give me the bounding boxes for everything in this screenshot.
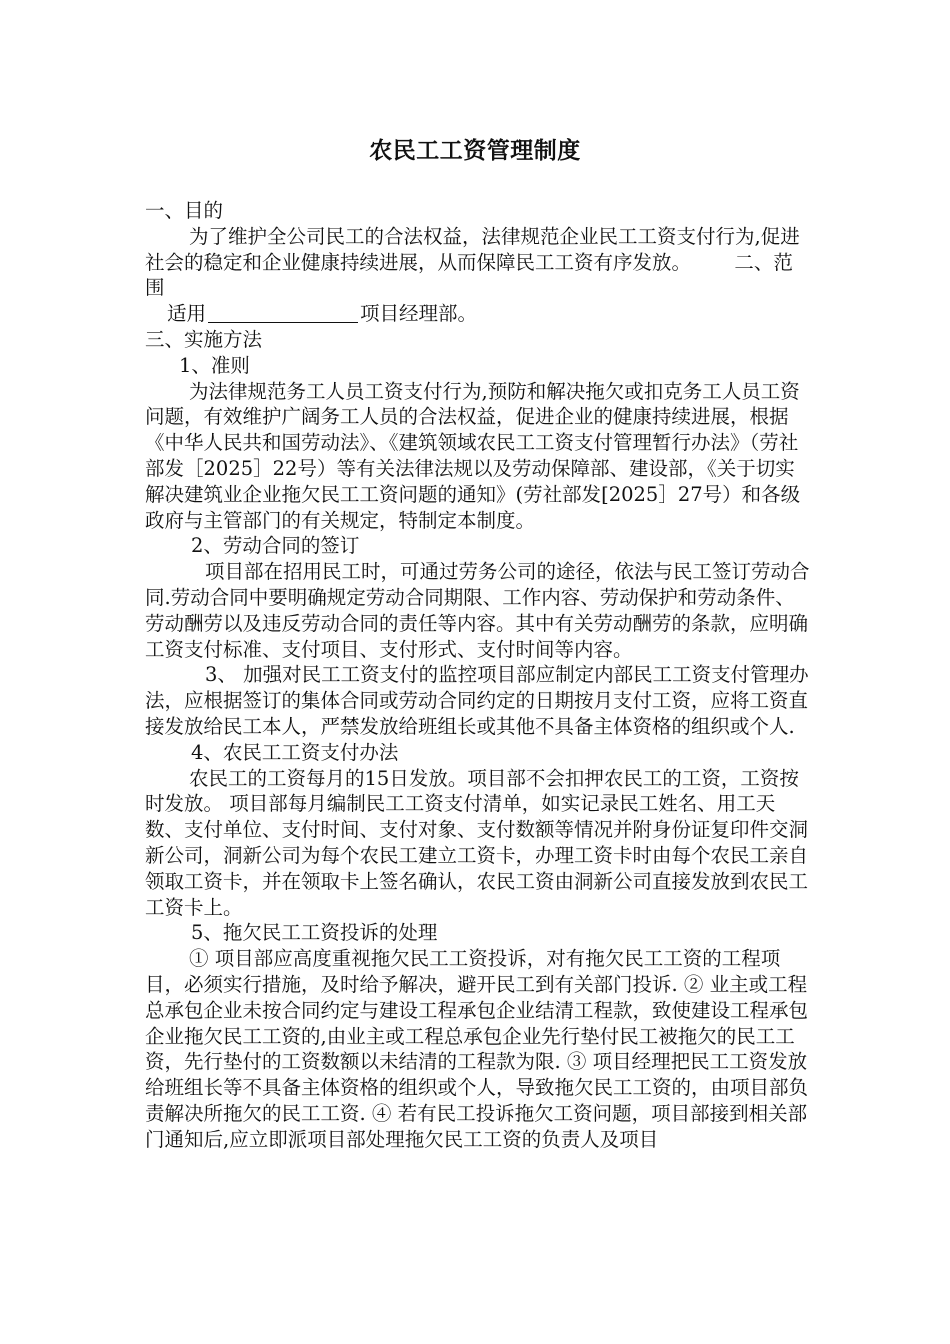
scope-blank-line: [208, 302, 358, 323]
subsection-4-paragraph: 农民工的工资每月的15日发放。项目部不会扣押农民工的工资，工资按时发放。 项目部每月编制民工工资支付清单，如实记录民工姓名、用工天数、支付单位、支付时间、支付对象、支付数额等情况并附身份证复印件交洞新公司，洞新公司为每个农民工建立工资卡，办理工资卡时由每个农民工亲自领取工资卡，并在领取卡上签名确认，农民工资由洞新公司直接发放到农民工工资卡上。: [145, 766, 809, 919]
section-2-heading: 二、范围: [145, 250, 793, 300]
section-1-paragraph: [145, 224, 810, 301]
document-title: 农民工工资管理制度: [369, 138, 581, 164]
section-3-heading: 三、实施方法: [145, 327, 263, 351]
subsection-2-paragraph: 项目部在招用民工时，可通过劳务公司的途径，依法与民工签订劳动合同.劳动合同中要明确规定劳动合同期限、工作内容、劳动保护和劳动条件、劳动酬劳以及违反劳动合同的责任等内容。其中有关劳动酬劳的条款，应明确工资支付标准、支付项目、支付形式、支付时间等内容。: [145, 560, 810, 661]
subsection-1-heading: 1、准则: [179, 353, 250, 377]
section-1-heading: 一、目的: [145, 199, 224, 222]
subsection-4-heading: 4、农民工工资支付办法: [191, 740, 399, 764]
scope-prefix: 适用: [167, 302, 207, 326]
document-body: [145, 198, 810, 1152]
scope-line: [145, 301, 810, 327]
subsection-5-heading: 5、拖欠民工工资投诉的处理: [191, 921, 438, 945]
scope-suffix: 项目经理部。: [360, 302, 478, 326]
subsection-5-paragraph: ① 项目部应高度重视拖欠民工工资投诉，对有拖欠民工工资的工程项目，必须实行措施，及时给予解决，避开民工到有关部门投诉. ② 业主或工程总承包企业未按合同约定与建设工程承包企业结清工程款，致使建设工程承包企业拖欠民工工资的,由业主或工程总承包企业先行垫付民工被拖欠的民工工资，先行垫付的工资数额以未结清的工程款为限. ③ 项目经理把民工工资发放给班组长等不具备主体资格的组织或个人，导致拖欠民工工资的，由项目部负责解决所拖欠的民工工资. ④ 若有民工投诉拖欠工资问题，项目部接到相关部门通知后,应立即派项目部处理拖欠民工工资的负责人及项目: [145, 947, 809, 1151]
subsection-3-paragraph: 3、 加强对民工工资支付的监控项目部应制定内部民工工资支付管理办法，应根据签订的集体合同或劳动合同约定的日期按月支付工资，应将工资直接发放给民工本人，严禁发放给班组长或其他不具备主体资格的组织或个人.: [145, 663, 809, 738]
subsection-2-heading: 2、劳动合同的签订: [191, 534, 360, 558]
section-1-text: 为了维护全公司民工的合法权益，法律规范企业民工工资支付行为,促进社会的稳定和企业健康持续进展，从而保障民工工资有序发放。: [145, 224, 800, 274]
subsection-1-paragraph: 为法律规范务工人员工资支付行为,预防和解决拖欠或扣克务工人员工资问题，有效维护广阔务工人员的合法权益，促进企业的健康持续进展，根据《中华人民共和国劳动法》、《建筑领域农民工工资支付管理暂行办法》（劳社部发［2025］22号）等有关法律法规以及劳动保障部、建设部，《关于切实解决建筑业企业拖欠民工工资问题的通知》(劳社部发[2025］27号）和各级政府与主管部门的有关规定，特制定本制度。: [145, 379, 801, 532]
